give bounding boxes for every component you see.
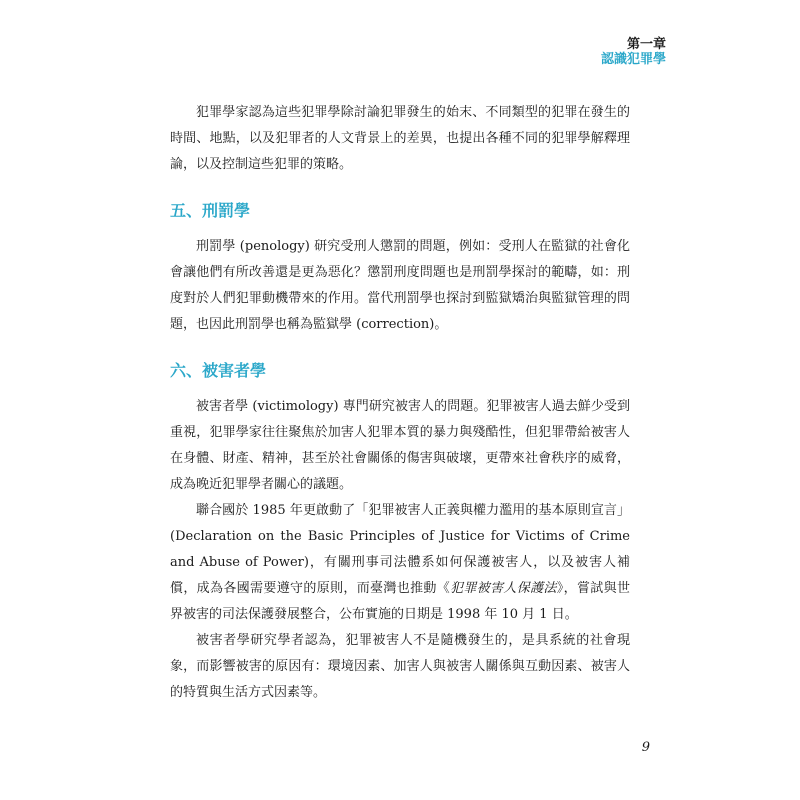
page-body [170, 100, 630, 706]
penology-paragraph: 刑罰學 (penology) 研究受刑人懲罰的問題，例如：受刑人在監獄的社會化會讓他們有所改善還是更為惡化？懲罰刑度問題也是刑罰學探討的範疇，如：刑度對於人們犯罪動機帶來的作用。當代刑罰學也探討到監獄矯治與監獄管理的問題，也因此刑罰學也稱為監獄學 (correction)。 [170, 239, 630, 332]
victimology-paragraph-3: 被害者學研究學者認為，犯罪被害人不是隨機發生的，是具系統的社會現象，而影響被害的原因有：環境因素、加害人與被害人關係與互動因素、被害人的特質與生活方式因素等。 [170, 633, 630, 700]
victimology-paragraph-2 [170, 498, 630, 628]
intro-paragraph: 犯罪學家認為這些犯罪學除討論犯罪發生的始末、不同類型的犯罪在發生的時間、地點，以及犯罪者的人文背景上的差異，也提出各種不同的犯罪學解釋理論，以及控制這些犯罪的策略。 [170, 105, 630, 172]
chapter-number: 第一章 [626, 37, 666, 52]
para2-text-a: 聯合國於 1985 年更啟動了「犯罪被害人正義與權力濫用的基本原則宣言」(Declaration on the Basic Principles of Justice for Victims of Crime and Abuse of Power)，有關刑事司法體系如何保護被害人，以及被害人補償，成為各國需要遵守的原則，而臺灣也推動《 [170, 503, 630, 596]
page-number: 9 [641, 740, 650, 755]
law-title: 犯罪被害人保護法 [450, 581, 557, 596]
para2-text-b: 》，嘗試與世界被害的司法保護發展整合，公布實施的日期是 1998 年 10 月 1 日。 [170, 581, 630, 622]
running-header [601, 38, 666, 68]
victimology-paragraph-1: 被害者學 (victimology) 專門研究被害人的問題。犯罪被害人過去鮮少受到重視，犯罪學家往往聚焦於加害人犯罪本質的暴力與殘酷性，但犯罪帶給被害人在身體、財產、精神，甚至於社會關係的傷害與破壞，更帶來社會秩序的威脅，成為晚近犯罪學者關心的議題。 [170, 399, 630, 492]
section-heading-victimology: 六、被害者學 [170, 361, 267, 380]
section-heading-penology: 五、刑罰學 [170, 201, 251, 220]
chapter-title: 認識犯罪學 [600, 51, 666, 67]
